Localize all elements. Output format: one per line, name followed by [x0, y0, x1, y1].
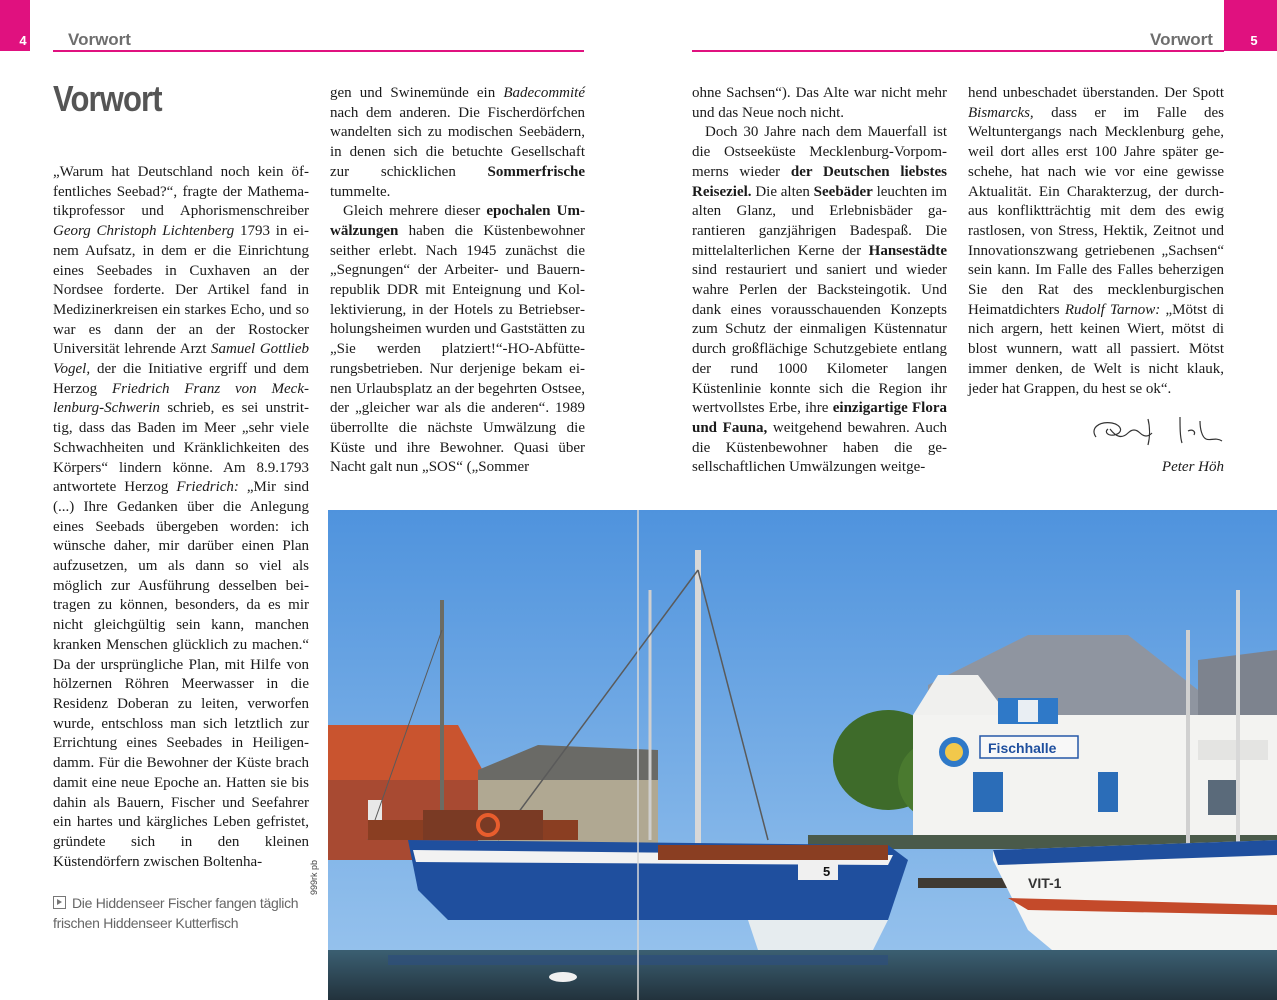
fischhalle-sign: Fischhalle — [988, 740, 1057, 756]
text-column-4: hend unbeschadet überstanden. Der Spott Bismarcks, dass er im Falle des Weltuntergangs nach Mecklenburg gehe, weil dort alles erst 100 Jahre später geschehe, hat nach wie vor eine gewisse Aktualität. Ein Charakterzug, der durchaus konfliktträchtig mit dem des ewig rastlosen, von Stress, Hektik, Zeitnot und Innovationszwang getriebenen „Sachsen“ sein kann. Im Falle des Falles beherzigen Sie den Rat des mecklenburgischen Heimatdichters Rudolf Tarnow: „Mötst di nich argern, hett keinen Wiert, mötst di blost wunnern, watt all passiert. Mötst immer denken, de Welt is nicht klauk, jeder hat Grappen, du hest se ok“. — [968, 85, 1224, 397]
text-column-1: „Warum hat Deutschland noch kein öffentliches Seebad?“, fragte der Mathematikprofessor und Aphorismenschreiber Georg Christoph Lichtenberg 1793 in einem Aufsatz, in dem er die Einrichtung eines Seebades in Cuxhaven an der Nordsee forderte. Der Artikel fand in Medizinerkreisen ein starkes Echo, und so war es dann der an der Rostocker Universität lehrende Arzt Samuel Gottlieb Vogel, der die Initiative ergriff und dem Herzog Friedrich Franz von Mecklenburg-Schwerin schrieb, es sei unstrittig, dass das Baden im Meer „sehr viele Schwachheiten und Kränklichkeiten des Körpers“ lindern könne. Am 8.9.1793 antwortete Herzog Friedrich: „Mir sind (...) Ihre Gedanken über die Anlegung eines Seebads übergeben worden: ich wünsche daher, mir darüber einen Plan aufzusetzen, um als dann so viel als möglich zur Ausführung desselben beitragen zu können, besonders, da es mir nicht gleichgültig sein kann, manchen kranken Menschen glücklich zu machen.“ Da der ursprüngliche Plan, mit Hilfe von hölzernen Röhren Meerwasser in die Residenz Doberan zu leiten, verworfen wurde, entschloss man sich letztlich zur Errichtung eines Seebades in Heiligendamm. Für die Bewohner der Küste brach damit eine neue Epoche an. Hatten sie bis dahin als Bauern, Fischer und Seefahrer ein hartes und kärgliches Leben gefristet, gründete sich in den kleinen Küstendörfern zwischen Boltenha- — [53, 164, 309, 870]
right-page-number: 5 — [1250, 33, 1258, 48]
chapter-title: Vorwort — [53, 78, 162, 119]
text-column-2: gen und Swinemünde ein Badecommité nach dem anderen. Die Fischerdörfchen wandelten sich zu modischen Seebädern, in denen sich die betuchte Gesellschaft zur schicklichen Sommerfrische tummelte. Gleich mehrere dieser epochalen Umwälzungen haben die Küstenbewohner seither erlebt. Nach 1945 zunächst die „Segnungen“ der Arbeiter- und Bauernrepublik DDR mit Enteignung und Kollektivierung, in der Hotels zu Betriebserholungsheimen wurden und Gaststätten zu „Sie werden platziert!“-HO-Abfütterungsbetrieben. Nur derjenige bekam einen Urlaubsplatz an der begehrten Ostsee, der „gleicher war als die anderen“. 1989 überrollte die nächste Umwälzung die Küste und ihre Bewohner. Quasi über Nacht galt nun „SOS“ („Sommer — [330, 85, 585, 476]
boat-number: 5 — [823, 864, 831, 879]
signature-name: Peter Höh — [1161, 459, 1224, 475]
arrow-box-icon — [53, 896, 66, 909]
photo-credit: 999rk pb — [309, 859, 319, 895]
handwritten-signature — [1088, 407, 1224, 451]
left-page-number: 4 — [19, 33, 27, 48]
right-header-rule — [692, 50, 1224, 52]
photo-caption — [53, 893, 303, 933]
left-running-title: Vorwort — [68, 30, 131, 49]
harbor-photo — [328, 510, 1277, 1000]
left-header-rule — [53, 50, 584, 52]
photo-caption-text: Die Hiddenseer Fischer fangen täglich frischen Hiddenseer Kutterfisch — [53, 895, 299, 931]
text-column-3: ohne Sachsen“). Das Alte war nicht mehr und das Neue noch nicht. Doch 30 Jahre nach dem Mauerfall ist die Ostseeküste Mecklenburg-Vorpommerns wieder der Deutschen liebstes Reiseziel. Die alten Seebäder leuchten im alten Glanz, und Erlebnisbäder garantieren ganzjährigen Badespaß. Die mittelalterlichen Kerne der Hansestädte sind restauriert und saniert und wieder wahre Perlen der Backsteingotik. Und dank eines vorausschauenden Konzepts zum Schutz der einmaligen Küstennatur durch großflächige Schutzgebiete entlang der rund 1000 Kilometer langen Küstenlinie konnte sich die Region ihr wertvollstes Erbe, ihre einzigartige Flora und Fauna, weitgehend bewahren. Auch die Küstenbewohner haben die gesellschaftlichen Umwälzungen weitge- — [692, 85, 948, 476]
boat-registration: VIT-1 — [1028, 875, 1062, 891]
right-running-title: Vorwort — [1150, 30, 1213, 49]
